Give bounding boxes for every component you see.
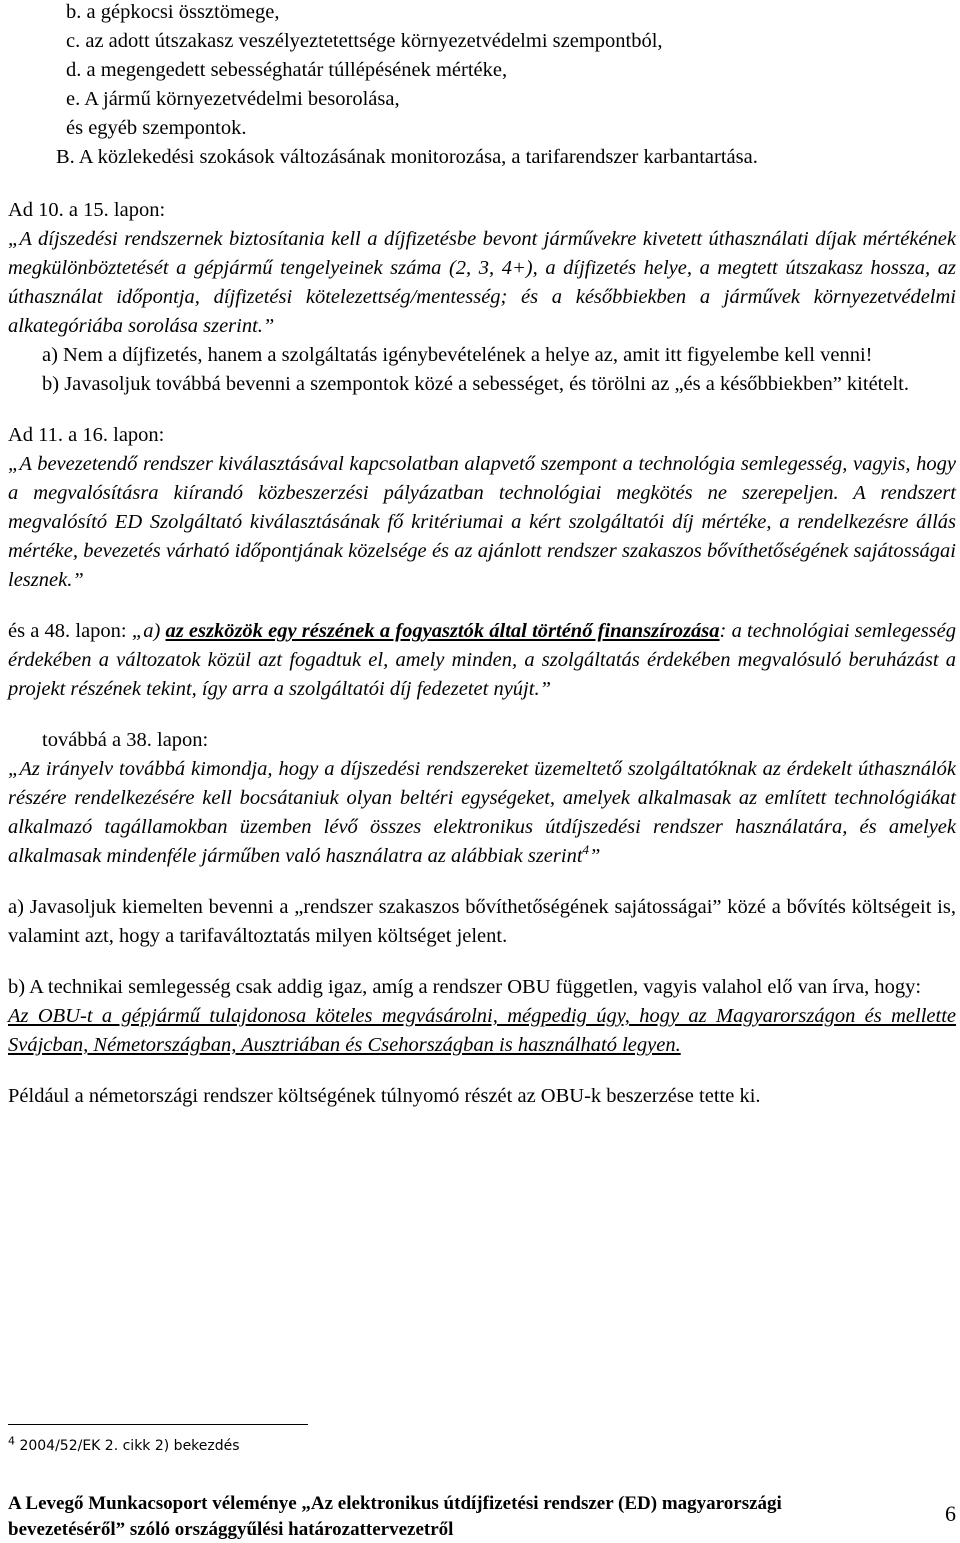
- ad11-38-heading: továbbá a 38. lapon:: [42, 729, 209, 751]
- list-item-other: és egyéb szempontok.: [66, 117, 247, 139]
- ad10-heading: Ad 10. a 15. lapon:: [8, 199, 166, 221]
- document-page: [8, 0, 957, 1540]
- ad11-comment-b: b) A technikai semlegesség csak addig igaz, amíg a rendszer OBU független, vagyis valahol elő van írva, hogy:: [8, 976, 922, 998]
- ad11-quote-48: [8, 617, 956, 704]
- ad10-comment-b: b) Javasoljuk továbbá bevenni a szempontok közé a sebességet, és törölni az „és a későbbiekben” kitételt.: [42, 373, 909, 395]
- ad11-obu-requirement: Az OBU-t a gépjármű tulajdonosa köteles megvásárolni, mégpedig úgy, hogy az Magyarországon és mellette Svájcban, Németországban, Ausztriában és Csehországban is használható legyen.: [8, 1005, 956, 1056]
- footnote-separator: [8, 1424, 308, 1425]
- ad10-comment-a: a) Nem a díjfizetés, hanem a szolgáltatás igénybevételének a helye az, amit itt figyelembe kell venni!: [42, 344, 873, 366]
- footnote-mark: 4: [8, 1434, 15, 1448]
- footnote-text: 2004/52/EK 2. cikk 2) bekezdés: [15, 1438, 240, 1454]
- ad11-quote-16: „A bevezetendő rendszer kiválasztásával kapcsolatban alapvető szempont a technológia semlegesség, vagyis, hogy a megvalósításra kiírandó közbeszerzési pályázatban technológiai megkötés ne szerepeljen. A rendszert megvalósító ED Szolgáltató kiválasztásának fő kritériumai a kért szolgáltatói díj mértéke, a rendelkezésre állás mértéke, bevezetés várható időpontjának közelsége és az ajánlott rendszer szakaszos bővíthetőségének sajátosságai lesznek.”: [8, 453, 956, 591]
- quote-48-emphasis: az eszközök egy részének a fogyasztók által történő finanszírozása: [165, 620, 720, 642]
- list-item-B: B. A közlekedési szokások változásának monitorozása, a tarifarendszer karbantartása.: [56, 146, 758, 168]
- quote-48-lead: és a 48. lapon:: [8, 620, 132, 642]
- ad10-quote: „A díjszedési rendszernek biztosítania kell a díjfizetésbe bevont járművekre kivetett úthasználati díjak mértékének megkülönböztetését a gépjármű tengelyeinek száma (2, 3, 4+), a díjfizetés helye, a megtett útszakasz hossza, az úthasználat időpontja, díjfizetési kötelezettség/mentesség; és a későbbiekben a járművek környezetvédelmi alkategóriába sorolása szerint.”: [8, 228, 956, 337]
- ad11-example: Például a németországi rendszer költségének túlnyomó részét az OBU-k beszerzése tette ki.: [8, 1085, 761, 1107]
- page-footer: [8, 1491, 956, 1543]
- ad11-comment-a: a) Javasoljuk kiemelten bevenni a „rendszer szakaszos bővíthetőségének sajátosságai” közé a bővítés költségeit is, valamint azt, hogy a tarifaváltoztatás milyen költséget jelent.: [8, 896, 956, 947]
- quote-48-rest: : a technológiai semlegesség érdekében a változatok közül azt fogadtuk el, amely minden, a szolgáltatás érdekében megvalósuló beruházást a projekt részének tekint, így arra a szolgáltatói díj fedezetet nyújt.”: [8, 620, 957, 700]
- list-item-c: c. az adott útszakasz veszélyeztetettsége környezetvédelmi szempontból,: [66, 30, 663, 52]
- list-item-b: b. a gépkocsi össztömege,: [66, 1, 280, 23]
- footer-title-line1: A Levegő Munkacsoport véleménye „Az elektronikus útdíjfizetési rendszer (ED) magyarországi: [8, 1493, 782, 1514]
- quote-38-text: „Az irányelv továbbá kimondja, hogy a díjszedési rendszereket üzemeltető szolgáltatóknak az érdekelt úthasználók részére rendelkezésére kell bocsátaniuk olyan beltéri egységeket, amelyek alkalmasak az említett technológiákat alkalmazó tagállamokban üzemben lévő összes elektronikus útdíjszedési rendszer használatára, és amelyek alkalmasak mindenféle járműben való használatra az alábbiak szerint: [8, 758, 956, 867]
- footnote: [8, 1436, 240, 1456]
- footer-title-line2: bevezetéséről” szóló országgyűlési határozattervezetről: [8, 1519, 454, 1540]
- criteria-list: [8, 0, 956, 172]
- ad11-quote-38: [8, 755, 956, 871]
- footnote-reference[interactable]: 4: [582, 842, 590, 858]
- list-item-e: e. A jármű környezetvédelmi besorolása,: [66, 88, 400, 110]
- quote-38-close: ”: [589, 845, 601, 867]
- list-item-d: d. a megengedett sebességhatár túllépésének mértéke,: [66, 59, 508, 81]
- ad11-heading: Ad 11. a 16. lapon:: [8, 424, 165, 446]
- page-number: 6: [945, 1501, 956, 1526]
- quote-48-open: „a): [131, 620, 166, 642]
